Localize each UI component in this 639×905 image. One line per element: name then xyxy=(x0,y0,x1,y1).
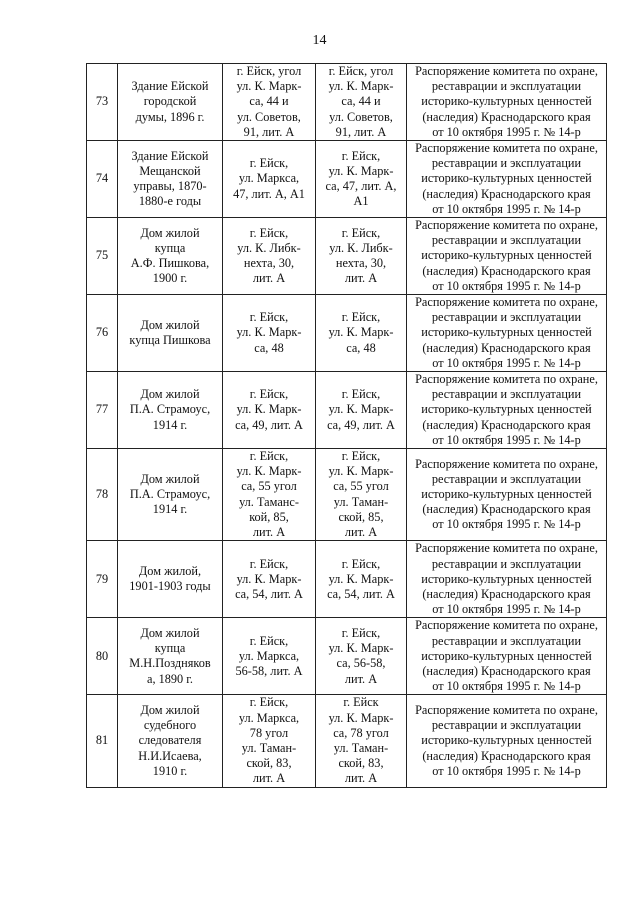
table-row xyxy=(87,64,607,141)
page-number: 14 xyxy=(312,33,327,48)
row-number: 77 xyxy=(87,372,118,449)
document-address: г. Ейск, ул. К. Марк- са, 48 xyxy=(316,295,407,372)
protection-document: Распоряжение комитета по охране, реставрации и эксплуатации историко-культурных ценностей (наследия) Краснодарского края от 10 октября 1995 г. № 14-р xyxy=(407,695,607,787)
document-address: г. Ейск ул. К. Марк- са, 78 угол ул. Таман- ской, 83, лит. А xyxy=(316,695,407,787)
row-number: 78 xyxy=(87,449,118,541)
table-row xyxy=(87,295,607,372)
heritage-registry-table xyxy=(86,63,607,788)
document-address: г. Ейск, угол ул. К. Марк- са, 44 и ул. Советов, 91, лит. А xyxy=(316,64,407,141)
table-row xyxy=(87,218,607,295)
document-address: г. Ейск, ул. К. Марк- са, 49, лит. А xyxy=(316,372,407,449)
table-row xyxy=(87,449,607,541)
object-address: г. Ейск, ул. Маркса, 56-58, лит. А xyxy=(223,618,316,695)
object-address: г. Ейск, ул. Маркса, 47, лит. А, А1 xyxy=(223,141,316,218)
object-name: Здание Ейской городской думы, 1896 г. xyxy=(118,64,223,141)
row-number: 75 xyxy=(87,218,118,295)
object-name: Дом жилой судебного следователя Н.И.Исаева, 1910 г. xyxy=(118,695,223,787)
object-address: г. Ейск, угол ул. К. Марк- са, 44 и ул. Советов, 91, лит. А xyxy=(223,64,316,141)
document-address: г. Ейск, ул. К. Марк- са, 55 угол ул. Таман- ской, 85, лит. А xyxy=(316,449,407,541)
object-address: г. Ейск, ул. Маркса, 78 угол ул. Таман- ской, 83, лит. А xyxy=(223,695,316,787)
row-number: 74 xyxy=(87,141,118,218)
table-row xyxy=(87,141,607,218)
object-name: Дом жилой купца А.Ф. Пишкова, 1900 г. xyxy=(118,218,223,295)
row-number: 73 xyxy=(87,64,118,141)
document-address: г. Ейск, ул. К. Марк- са, 47, лит. А, А1 xyxy=(316,141,407,218)
object-name: Здание Ейской Мещанской управы, 1870- 1880-е годы xyxy=(118,141,223,218)
protection-document: Распоряжение комитета по охране, реставрации и эксплуатации историко-культурных ценностей (наследия) Краснодарского края от 10 октября 1995 г. № 14-р xyxy=(407,64,607,141)
row-number: 80 xyxy=(87,618,118,695)
table-row xyxy=(87,372,607,449)
protection-document: Распоряжение комитета по охране, реставрации и эксплуатации историко-культурных ценностей (наследия) Краснодарского края от 10 октября 1995 г. № 14-р xyxy=(407,218,607,295)
object-address: г. Ейск, ул. К. Либк- нехта, 30, лит. А xyxy=(223,218,316,295)
object-name: Дом жилой П.А. Страмоус, 1914 г. xyxy=(118,449,223,541)
object-name: Дом жилой П.А. Страмоус, 1914 г. xyxy=(118,372,223,449)
object-name: Дом жилой, 1901-1903 годы xyxy=(118,541,223,618)
row-number: 79 xyxy=(87,541,118,618)
document-address: г. Ейск, ул. К. Марк- са, 54, лит. А xyxy=(316,541,407,618)
table-row xyxy=(87,695,607,787)
document-address: г. Ейск, ул. К. Либк- нехта, 30, лит. А xyxy=(316,218,407,295)
row-number: 81 xyxy=(87,695,118,787)
object-address: г. Ейск, ул. К. Марк- са, 55 угол ул. Таманс- кой, 85, лит. А xyxy=(223,449,316,541)
protection-document: Распоряжение комитета по охране, реставрации и эксплуатации историко-культурных ценностей (наследия) Краснодарского края от 10 октября 1995 г. № 14-р xyxy=(407,295,607,372)
protection-document: Распоряжение комитета по охране, реставрации и эксплуатации историко-культурных ценностей (наследия) Краснодарского края от 10 октября 1995 г. № 14-р xyxy=(407,618,607,695)
object-name: Дом жилой купца Пишкова xyxy=(118,295,223,372)
row-number: 76 xyxy=(87,295,118,372)
object-address: г. Ейск, ул. К. Марк- са, 54, лит. А xyxy=(223,541,316,618)
object-name: Дом жилой купца М.Н.Поздняков а, 1890 г. xyxy=(118,618,223,695)
document-address: г. Ейск, ул. К. Марк- са, 56-58, лит. А xyxy=(316,618,407,695)
object-address: г. Ейск, ул. К. Марк- са, 48 xyxy=(223,295,316,372)
protection-document: Распоряжение комитета по охране, реставрации и эксплуатации историко-культурных ценностей (наследия) Краснодарского края от 10 октября 1995 г. № 14-р xyxy=(407,541,607,618)
table-row xyxy=(87,618,607,695)
table-row xyxy=(87,541,607,618)
protection-document: Распоряжение комитета по охране, реставрации и эксплуатации историко-культурных ценностей (наследия) Краснодарского края от 10 октября 1995 г. № 14-р xyxy=(407,141,607,218)
protection-document: Распоряжение комитета по охране, реставрации и эксплуатации историко-культурных ценностей (наследия) Краснодарского края от 10 октября 1995 г. № 14-р xyxy=(407,372,607,449)
object-address: г. Ейск, ул. К. Марк- са, 49, лит. А xyxy=(223,372,316,449)
protection-document: Распоряжение комитета по охране, реставрации и эксплуатации историко-культурных ценностей (наследия) Краснодарского края от 10 октября 1995 г. № 14-р xyxy=(407,449,607,541)
